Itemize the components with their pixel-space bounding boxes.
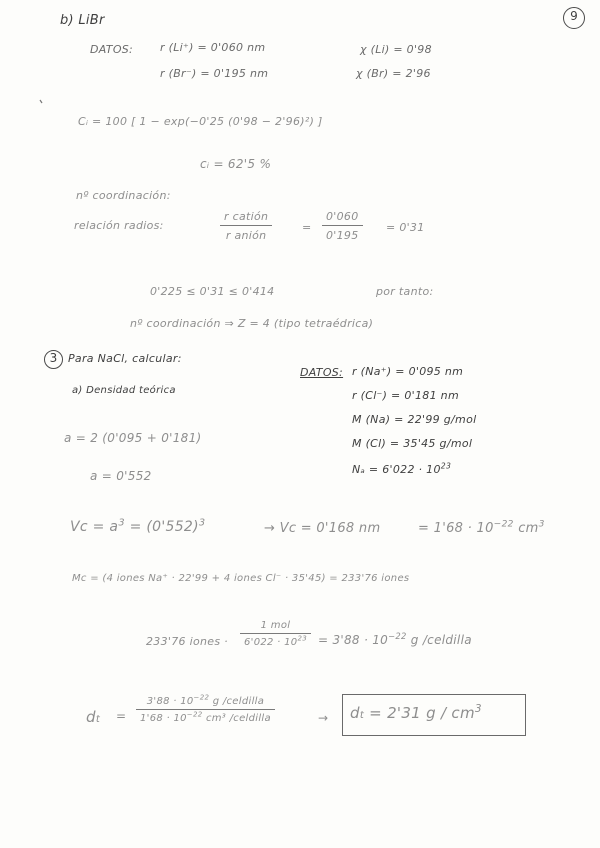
conv-result-exp: −22 bbox=[388, 631, 407, 641]
density-arrow: → bbox=[318, 711, 329, 725]
radius-li: r (Li⁺) = 0'060 nm bbox=[160, 41, 266, 54]
vc-value: = (0'552) bbox=[124, 519, 199, 535]
density-den-exp: −22 bbox=[186, 710, 203, 719]
radius-cl: r (Cl⁻) = 0'181 nm bbox=[352, 389, 459, 402]
mass-cl: M (Cl) = 35'45 g/mol bbox=[352, 437, 473, 450]
density-d: d bbox=[86, 708, 96, 726]
section-3-number: 3 bbox=[49, 351, 58, 365]
ratio-denominator-symbolic: r anión bbox=[220, 225, 272, 242]
conv-den-exp: 23 bbox=[297, 634, 307, 643]
ratio-range-suffix: por tanto: bbox=[376, 285, 434, 298]
avogadro-base: Nₐ = 6'022 · 10 bbox=[352, 463, 441, 476]
ratio-denominator-value: 0'195 bbox=[322, 225, 363, 242]
density-num-exp: −22 bbox=[193, 693, 210, 702]
vc-conv-base: = 1'68 · 10 bbox=[418, 521, 494, 536]
conv-result-base: = 3'88 · 10 bbox=[318, 633, 389, 647]
electroneg-li: χ (Li) = 0'98 bbox=[360, 43, 432, 56]
ratio-numerator-value: 0'060 bbox=[326, 210, 359, 223]
vc-equals-a: c = a bbox=[79, 519, 119, 535]
coordination-result: nº coordinación ⇒ Z = 4 (tipo tetraédrica) bbox=[130, 317, 374, 330]
ratio-range: 0'225 ≤ 0'31 ≤ 0'414 bbox=[150, 285, 275, 298]
mass-na: M (Na) = 22'99 g/mol bbox=[352, 413, 477, 426]
density-num-base: 3'88 · 10 bbox=[146, 696, 194, 707]
ratio-result: = 0'31 bbox=[386, 221, 425, 234]
radius-ratio-label: relación radios: bbox=[74, 219, 164, 232]
ionic-character-formula: Cᵢ = 100 [ 1 − exp(−0'25 (0'98 − 2'96)²) ] bbox=[78, 115, 323, 128]
result-d: d bbox=[350, 704, 360, 722]
avogadro-exponent: 23 bbox=[440, 461, 452, 471]
radius-na: r (Na⁺) = 0'095 nm bbox=[352, 365, 464, 378]
result-unit-exp: 3 bbox=[474, 703, 482, 715]
density-subscript: t bbox=[95, 714, 101, 725]
ionic-character-result: cᵢ = 62'5 % bbox=[200, 157, 272, 171]
ratio-numerator-symbolic: r catión bbox=[224, 210, 269, 223]
density-equals: = bbox=[116, 709, 127, 723]
lattice-parameter-result: a = 0'552 bbox=[90, 469, 152, 483]
theoretical-density-subheading: a) Densidad teórica bbox=[72, 385, 176, 396]
vc-cube-1: 3 bbox=[118, 517, 125, 529]
conversion-numerator: 1 mol bbox=[260, 620, 291, 631]
section-3-heading: Para NaCl, calcular: bbox=[68, 352, 182, 365]
vc-conv-exponent: −22 bbox=[493, 519, 514, 530]
density-den-unit: cm³ /celdilla bbox=[205, 713, 271, 724]
coordination-title: nº coordinación: bbox=[76, 189, 171, 202]
radius-br: r (Br⁻) = 0'195 nm bbox=[160, 67, 269, 80]
datos-label-3: DATOS: bbox=[300, 366, 344, 379]
section-b-heading: b) LiBr bbox=[60, 13, 105, 28]
lattice-parameter-formula: a = 2 (0'095 + 0'181) bbox=[64, 431, 202, 445]
page-number: 9 bbox=[570, 9, 578, 23]
ratio-equals: = bbox=[302, 221, 312, 234]
mass-conversion-lhs: 233'76 iones · bbox=[146, 635, 228, 648]
result-subscript: t bbox=[359, 710, 365, 721]
vc-conv-unit: cm bbox=[518, 521, 539, 536]
conv-den-base: 6'022 · 10 bbox=[244, 637, 298, 648]
density-num-unit: g /celdilla bbox=[212, 696, 265, 707]
cell-volume-arrow: → Vc = 0'168 nm bbox=[264, 521, 381, 536]
vc-cube-2: 3 bbox=[198, 517, 206, 529]
result-value: = 2'31 g / cm bbox=[369, 704, 475, 722]
vc-conv-unit-exp: 3 bbox=[538, 519, 545, 530]
conv-result-unit: g /celdilla bbox=[410, 633, 472, 647]
cell-mass-line: Mc = (4 iones Na⁺ · 22'99 + 4 iones Cl⁻ · 35'45) = 233'76 iones bbox=[72, 573, 410, 584]
datos-label-b: DATOS: bbox=[90, 43, 134, 56]
stray-mark bbox=[40, 100, 42, 103]
density-den-base: 1'68 · 10 bbox=[140, 713, 187, 724]
vc-symbol: V bbox=[70, 519, 80, 535]
electroneg-br: χ (Br) = 2'96 bbox=[356, 67, 431, 80]
